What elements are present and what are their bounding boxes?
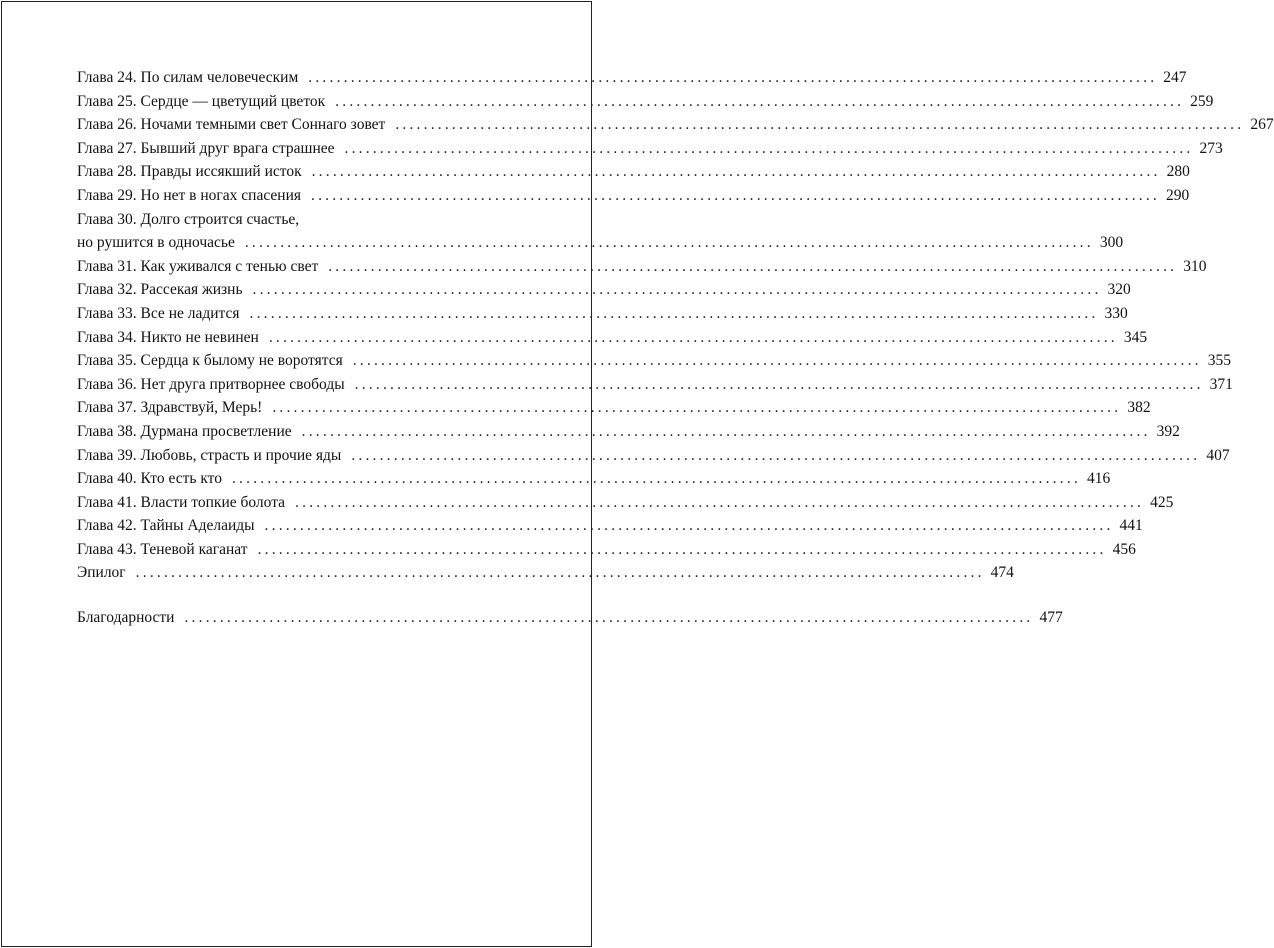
leader-dots: ........................................................................................................................ bbox=[135, 564, 985, 582]
toc-entry-36[interactable] bbox=[77, 373, 1233, 397]
toc-entry-37[interactable] bbox=[77, 396, 1151, 420]
toc-entry-title: но рушится в одночасье bbox=[77, 234, 235, 252]
leader-dots: ........................................................................................................................ bbox=[335, 92, 1185, 110]
toc-entry-title: Эпилог bbox=[77, 564, 126, 582]
leader-dots: ........................................................................................................................ bbox=[395, 116, 1245, 134]
toc-entry-title: Глава 24. По силам человеческим bbox=[77, 69, 299, 86]
toc-entry-35[interactable] bbox=[77, 349, 1231, 373]
toc-entry-page: 392 bbox=[1156, 422, 1180, 440]
toc-entry-page: 290 bbox=[1166, 186, 1190, 204]
toc-entry-title: Глава 42. Тайны Аделаиды bbox=[77, 517, 255, 535]
toc-entry-title: Глава 36. Нет друга притворнее свободы bbox=[77, 375, 345, 393]
toc-entry-page: 273 bbox=[1199, 139, 1223, 157]
toc-entry-title: Глава 27. Бывший друг врага страшнее bbox=[77, 139, 335, 157]
toc-entry-page: 267 bbox=[1250, 116, 1274, 134]
toc-entry-24[interactable] bbox=[77, 66, 1187, 90]
section-spacer bbox=[77, 585, 520, 606]
leader-dots: ........................................................................................................................ bbox=[257, 540, 1107, 558]
leader-dots: ........................................................................................................................ bbox=[301, 422, 1151, 440]
toc-entry-40[interactable] bbox=[77, 467, 1111, 491]
leader-dots: ........................................................................................................................ bbox=[311, 186, 1160, 204]
leader-dots: ........................................................................................................................ bbox=[351, 446, 1201, 464]
toc-entry-33[interactable] bbox=[77, 302, 1128, 326]
toc-entry-26[interactable] bbox=[77, 113, 1274, 137]
toc-entry-title: Глава 43. Теневой каганат bbox=[77, 540, 248, 558]
toc-entry-title: Глава 33. Все не ладится bbox=[77, 304, 240, 322]
toc-entry-42[interactable] bbox=[77, 514, 1143, 538]
toc-entry-title: Глава 38. Дурмана просветление bbox=[77, 422, 292, 440]
leader-dots: ........................................................................................................................ bbox=[252, 281, 1102, 299]
leader-dots: ........................................................................................................................ bbox=[311, 163, 1161, 181]
toc-entry-page: 300 bbox=[1099, 234, 1124, 252]
leader-dots: ........................................................................................................................ bbox=[244, 234, 1094, 252]
toc-entry-title: Глава 28. Правды иссякший исток bbox=[77, 163, 302, 181]
toc-entry-38[interactable] bbox=[77, 420, 1180, 444]
toc-entry-title: Благодарности bbox=[77, 609, 175, 627]
leader-dots: ........................................................................................................................ bbox=[354, 375, 1204, 393]
toc-entry-page: 259 bbox=[1190, 92, 1214, 110]
toc-entry-title: Глава 29. Но нет в ногах спасения bbox=[77, 186, 301, 204]
toc-entry-page: 477 bbox=[1039, 609, 1063, 627]
toc-entry-title: Глава 35. Сердца к былому не воротятся bbox=[77, 352, 343, 370]
toc-entry-39[interactable] bbox=[77, 444, 1230, 468]
table-of-contents bbox=[77, 66, 1274, 630]
toc-entry-30[interactable] bbox=[77, 231, 1124, 255]
toc-entry-page: 371 bbox=[1209, 375, 1233, 393]
leader-dots: ........................................................................................................................ bbox=[295, 493, 1145, 511]
toc-entry-title: Глава 41. Власти топкие болота bbox=[77, 493, 286, 511]
toc-entry-page: 407 bbox=[1206, 446, 1230, 464]
leader-dots: ........................................................................................................................ bbox=[344, 139, 1194, 157]
toc-entry-25[interactable] bbox=[77, 90, 1214, 114]
toc-entry-title: Глава 34. Никто не невинен bbox=[77, 328, 259, 346]
leader-dots: ........................................................................................................................ bbox=[184, 609, 1034, 627]
leader-dots: ........................................................................................................................ bbox=[268, 328, 1118, 346]
toc-entry-page: 355 bbox=[1207, 352, 1231, 370]
leader-dots: ........................................................................................................................ bbox=[328, 257, 1178, 275]
toc-entry-page: 456 bbox=[1112, 540, 1136, 558]
toc-entry-title: Глава 26. Ночами темными свет Соннаго зовет bbox=[77, 116, 386, 134]
toc-entry-title: Глава 31. Как уживался с тенью свет bbox=[77, 257, 319, 275]
leader-dots: ........................................................................................................................ bbox=[264, 517, 1114, 535]
toc-entry-32[interactable] bbox=[77, 278, 1131, 302]
toc-entry-27[interactable] bbox=[77, 137, 1223, 161]
toc-entry-page: 247 bbox=[1163, 69, 1187, 86]
toc-entry-page: 441 bbox=[1119, 517, 1143, 535]
leader-dots: ........................................................................................................................ bbox=[249, 304, 1099, 322]
toc-entry-31[interactable] bbox=[77, 255, 1207, 279]
leader-dots: ........................................................................................................................ bbox=[308, 69, 1158, 86]
toc-entry-page: 382 bbox=[1127, 399, 1151, 417]
toc-entry-page: 310 bbox=[1183, 257, 1207, 275]
toc-entry-acknowledgements[interactable] bbox=[77, 606, 1063, 630]
toc-entry-title: Глава 40. Кто есть кто bbox=[77, 470, 222, 488]
toc-entry-page: 425 bbox=[1150, 493, 1174, 511]
toc-entry-title: Глава 39. Любовь, страсть и прочие яды bbox=[77, 446, 342, 464]
toc-entry-title: Глава 25. Сердце — цветущий цветок bbox=[77, 92, 326, 110]
leader-dots: ........................................................................................................................ bbox=[352, 352, 1202, 370]
toc-entry-28[interactable] bbox=[77, 160, 1190, 184]
toc-entry-41[interactable] bbox=[77, 491, 1174, 515]
toc-entry-30-first-line[interactable]: Глава 30. Долго строится счастье, bbox=[77, 210, 300, 228]
toc-entry-page: 330 bbox=[1104, 304, 1128, 322]
toc-entry-title: Глава 37. Здравствуй, Мерь! bbox=[77, 399, 263, 417]
toc-entry-title: Глава 32. Рассекая жизнь bbox=[77, 281, 243, 299]
toc-entry-page: 416 bbox=[1086, 470, 1111, 488]
toc-entry-epilogue[interactable] bbox=[77, 561, 1014, 585]
toc-entry-page: 280 bbox=[1166, 163, 1190, 181]
leader-dots: ........................................................................................................................ bbox=[231, 470, 1081, 488]
toc-entry-34[interactable] bbox=[77, 326, 1148, 350]
toc-entry-page: 345 bbox=[1123, 328, 1148, 346]
toc-entry-29[interactable] bbox=[77, 184, 1190, 208]
toc-entry-page: 474 bbox=[990, 564, 1014, 582]
toc-entry-43[interactable] bbox=[77, 538, 1136, 562]
leader-dots: ........................................................................................................................ bbox=[272, 399, 1122, 417]
toc-entry-page: 320 bbox=[1107, 281, 1131, 299]
